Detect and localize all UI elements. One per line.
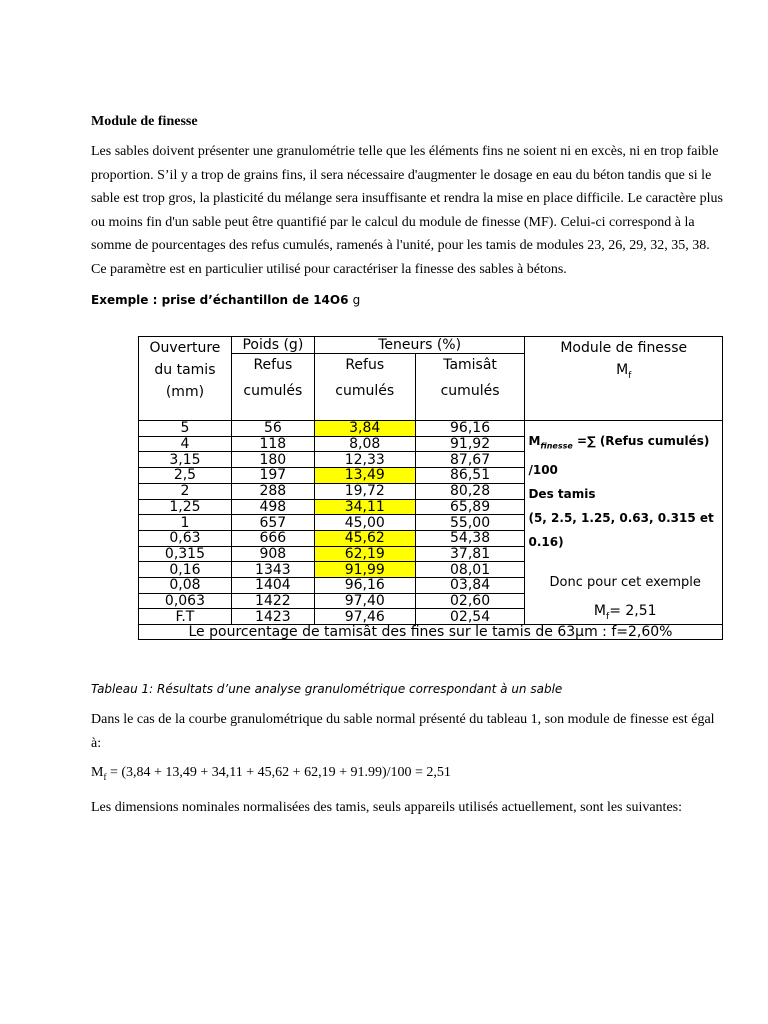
header-module: Module de finesse $M_f$	[525, 337, 723, 421]
conclusion-section	[91, 708, 723, 819]
cell-refus-cumules: 34,11	[314, 499, 415, 515]
header-poids-refus: Refus cumulés	[231, 354, 314, 421]
cell-ouverture: F.T	[139, 609, 232, 625]
mf-formula: $M_{finesse}$ =∑ (Refus cumulés) /100 Des tamis (5, 2.5, 1.25, 0.63, 0.315 et 0.16)	[528, 434, 714, 550]
cell-poids: 1343	[231, 562, 314, 578]
intro-paragraph: Les sables doivent présenter une granulométrie telle que les éléments fins ne soient ni en excès, ni en trop faible proportion. S’il y a trop de grains fins, il sera nécessaire d'augmenter le dosage en eau du béton tandis que si le sable est trop gros, la plasticité du mélange sera insuffisante et rendra la mise en place difficile. Le caractère plus ou moins fin d'un sable peut être quantifié par le calcul du module de finesse (MF). Celui-ci correspond à la somme de pourcentages des refus cumulés, ramenés à l'unité, pour les tamis de modules 23, 26, 29, 32, 35, 38. Ce paramètre est en particulier utilisé pour caractériser la finesse des sables à bétons.	[91, 144, 723, 277]
mf-donc: Donc pour cet exemple	[549, 575, 701, 591]
mf-result: $M_f= 2,51$	[593, 603, 657, 623]
cell-tamisat-cumules: 91,92	[415, 436, 525, 452]
conclusion-paragraph: Dans le cas de la courbe granulométrique du sable normal présenté du tableau 1, son module de finesse est égal à:	[91, 712, 715, 751]
module-finesse-explanation	[525, 421, 723, 625]
cell-ouverture: 4	[139, 436, 232, 452]
cell-refus-cumules: 91,99	[314, 562, 415, 578]
cell-tamisat-cumules: 87,67	[415, 452, 525, 468]
example-line	[91, 291, 723, 309]
cell-refus-cumules: 19,72	[314, 483, 415, 499]
cell-refus-cumules: 12,33	[314, 452, 415, 468]
cell-tamisat-cumules: 37,81	[415, 546, 525, 562]
cell-refus-cumules: 97,46	[314, 609, 415, 625]
cell-poids: 1423	[231, 609, 314, 625]
cell-poids: 666	[231, 530, 314, 546]
cell-ouverture: 1,25	[139, 499, 232, 515]
cell-ouverture: 0,63	[139, 530, 232, 546]
cell-ouverture: 0,063	[139, 593, 232, 609]
cell-refus-cumules: 45,00	[314, 515, 415, 531]
formula-line: $M_f = (3,84 + 13,49 + 34,11 + 45,62 + 62,19 + 91.99)/100 = 2,51$	[91, 765, 451, 782]
cell-ouverture: 5	[139, 421, 232, 437]
document-body	[91, 112, 723, 317]
cell-tamisat-cumules: 08,01	[415, 562, 525, 578]
header-refus-cumules: Refus cumulés	[314, 354, 415, 421]
module-symbol: $M_f$	[616, 362, 632, 381]
example-unit: g	[352, 292, 361, 307]
cell-poids: 498	[231, 499, 314, 515]
cell-refus-cumules: 96,16	[314, 578, 415, 594]
cell-ouverture: 3,15	[139, 452, 232, 468]
cell-ouverture: 1	[139, 515, 232, 531]
cell-refus-cumules: 97,40	[314, 593, 415, 609]
sieves-paragraph: Les dimensions nominales normalisées des tamis, seuls appareils utilisés actuellement, sont les suivantes:	[91, 799, 683, 815]
header-tamisat-cumules: Tamisât cumulés	[415, 354, 525, 421]
table-caption: Tableau 1: Résultats d’une analyse granulométrique correspondant à un sable	[91, 682, 563, 696]
granulometry-table	[138, 336, 723, 640]
cell-refus-cumules: 62,19	[314, 546, 415, 562]
cell-ouverture: 2,5	[139, 468, 232, 484]
cell-tamisat-cumules: 02,60	[415, 593, 525, 609]
cell-ouverture: 0,08	[139, 578, 232, 594]
header-teneurs: Teneurs (%)	[314, 337, 525, 354]
cell-refus-cumules: 45,62	[314, 530, 415, 546]
cell-ouverture: 2	[139, 483, 232, 499]
header-ouverture: Ouverture du tamis (mm)	[139, 337, 232, 421]
table-row	[139, 421, 723, 437]
cell-tamisat-cumules: 03,84	[415, 578, 525, 594]
cell-ouverture: 0,315	[139, 546, 232, 562]
cell-refus-cumules: 13,49	[314, 468, 415, 484]
table-footer: Le pourcentage de tamisât des fines sur le tamis de 63μm : f=2,60%	[139, 625, 723, 640]
cell-tamisat-cumules: 96,16	[415, 421, 525, 437]
cell-tamisat-cumules: 80,28	[415, 483, 525, 499]
cell-refus-cumules: 3,84	[314, 421, 415, 437]
cell-tamisat-cumules: 54,38	[415, 530, 525, 546]
example-label: Exemple : prise d’échantillon de 14O6	[91, 292, 349, 307]
cell-tamisat-cumules: 65,89	[415, 499, 525, 515]
table-footer-row	[139, 625, 723, 640]
cell-poids: 657	[231, 515, 314, 531]
cell-ouverture: 0,16	[139, 562, 232, 578]
cell-poids: 197	[231, 468, 314, 484]
cell-poids: 1404	[231, 578, 314, 594]
cell-poids: 288	[231, 483, 314, 499]
cell-poids: 118	[231, 436, 314, 452]
cell-poids: 1422	[231, 593, 314, 609]
table-header-row-1	[139, 337, 723, 354]
cell-refus-cumules: 8,08	[314, 436, 415, 452]
cell-tamisat-cumules: 02,54	[415, 609, 525, 625]
section-title: Module de finesse	[91, 114, 198, 129]
cell-poids: 56	[231, 421, 314, 437]
cell-tamisat-cumules: 86,51	[415, 468, 525, 484]
cell-poids: 908	[231, 546, 314, 562]
cell-tamisat-cumules: 55,00	[415, 515, 525, 531]
header-poids: Poids (g)	[231, 337, 314, 354]
cell-poids: 180	[231, 452, 314, 468]
